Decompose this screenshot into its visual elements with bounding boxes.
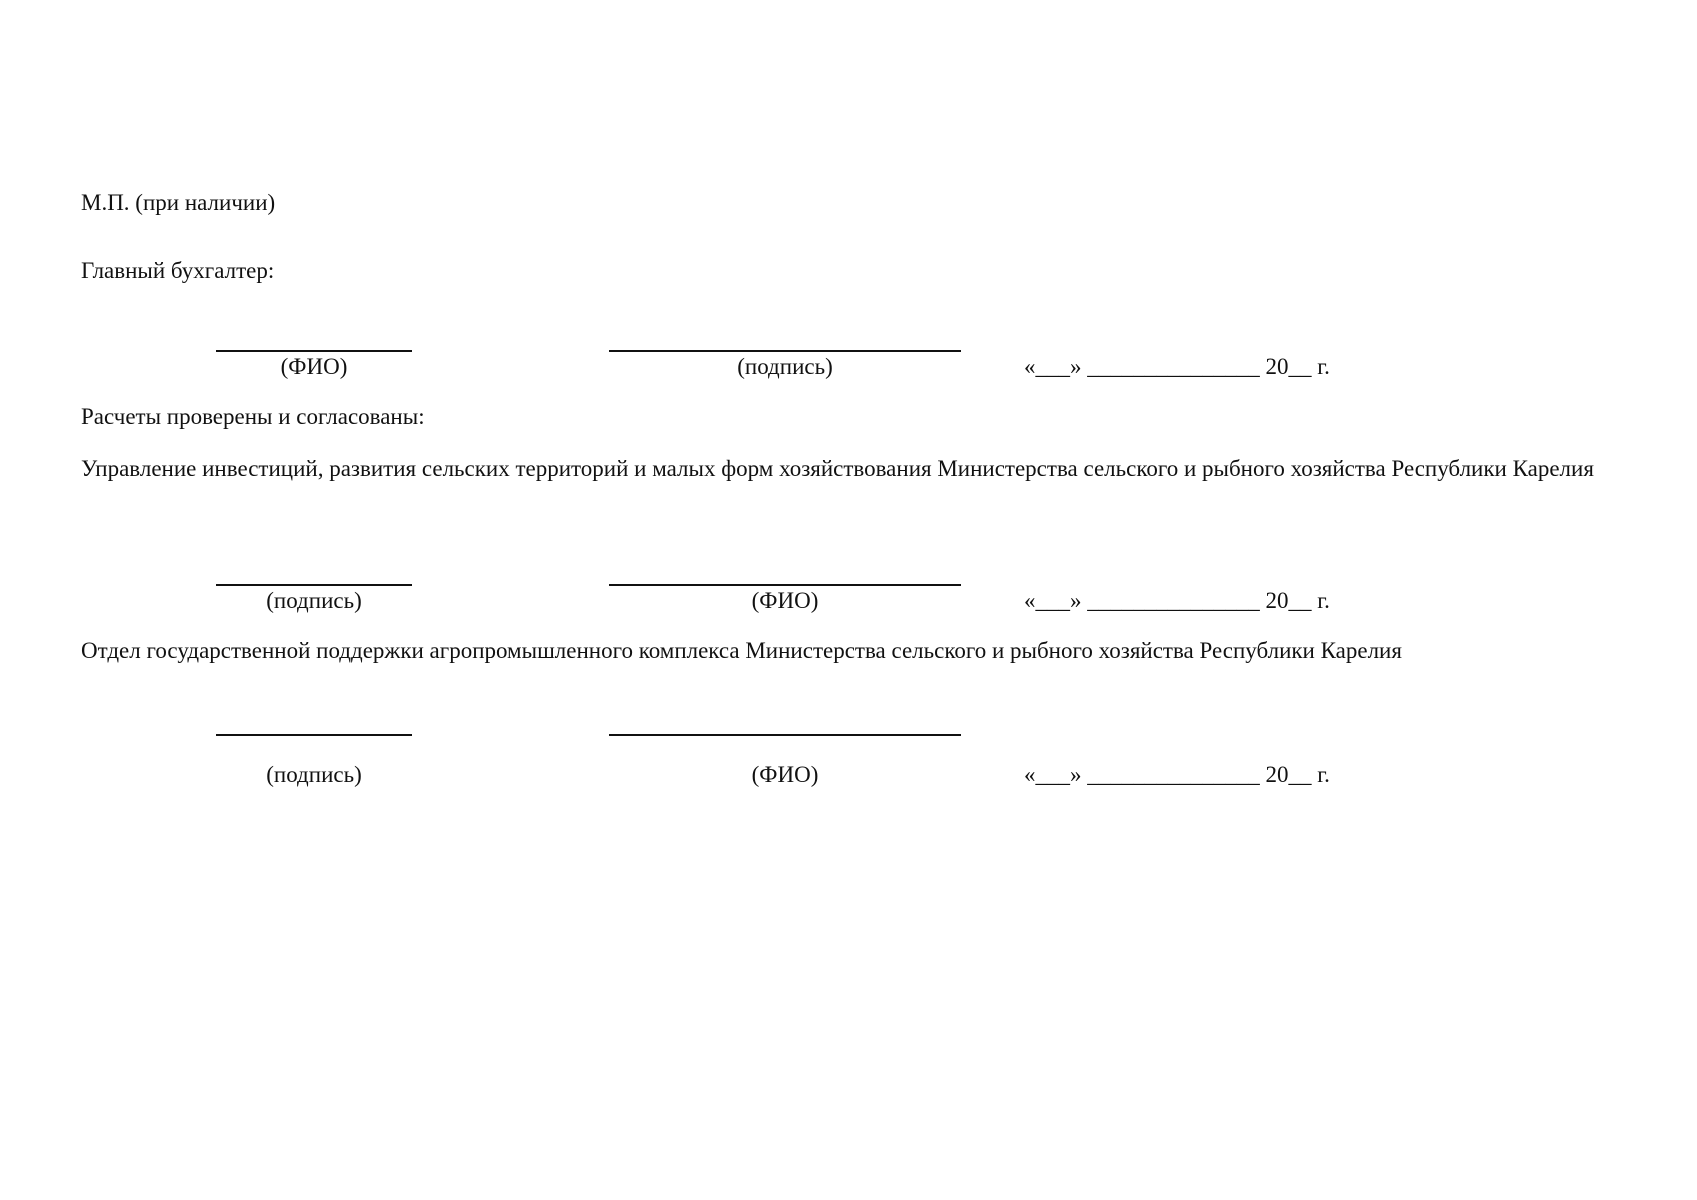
name-line-1 xyxy=(216,350,412,352)
signature-line-3 xyxy=(216,734,412,736)
caption-fio-1: (ФИО) xyxy=(280,354,348,379)
caption-fio-2: (ФИО) xyxy=(751,588,819,613)
signature-line-1 xyxy=(609,350,961,352)
caption-signature-2: (подпись) xyxy=(266,588,362,613)
date-line-3: «___» _______________ 20__ г. xyxy=(1024,762,1330,787)
stamp-note: М.П. (при наличии) xyxy=(81,190,276,215)
date-line-1: «___» _______________ 20__ г. xyxy=(1024,354,1330,379)
department-investment: Управление инвестиций, развития сельских территорий и малых форм хозяйствования Министерства сельского и рыбного хозяйства Республики Карелия xyxy=(81,456,1594,481)
name-line-2 xyxy=(609,584,961,586)
verified-label: Расчеты проверены и согласованы: xyxy=(81,404,425,429)
caption-fio-3: (ФИО) xyxy=(751,762,819,787)
chief-accountant-label: Главный бухгалтер: xyxy=(81,258,275,283)
date-line-2: «___» _______________ 20__ г. xyxy=(1024,588,1330,613)
caption-signature-3: (подпись) xyxy=(266,762,362,787)
signature-line-2 xyxy=(216,584,412,586)
department-agro-support: Отдел государственной поддержки агропромышленного комплекса Министерства сельского и рыбного хозяйства Республики Карелия xyxy=(81,638,1402,663)
name-line-3 xyxy=(609,734,961,736)
caption-signature-1: (подпись) xyxy=(737,354,833,379)
